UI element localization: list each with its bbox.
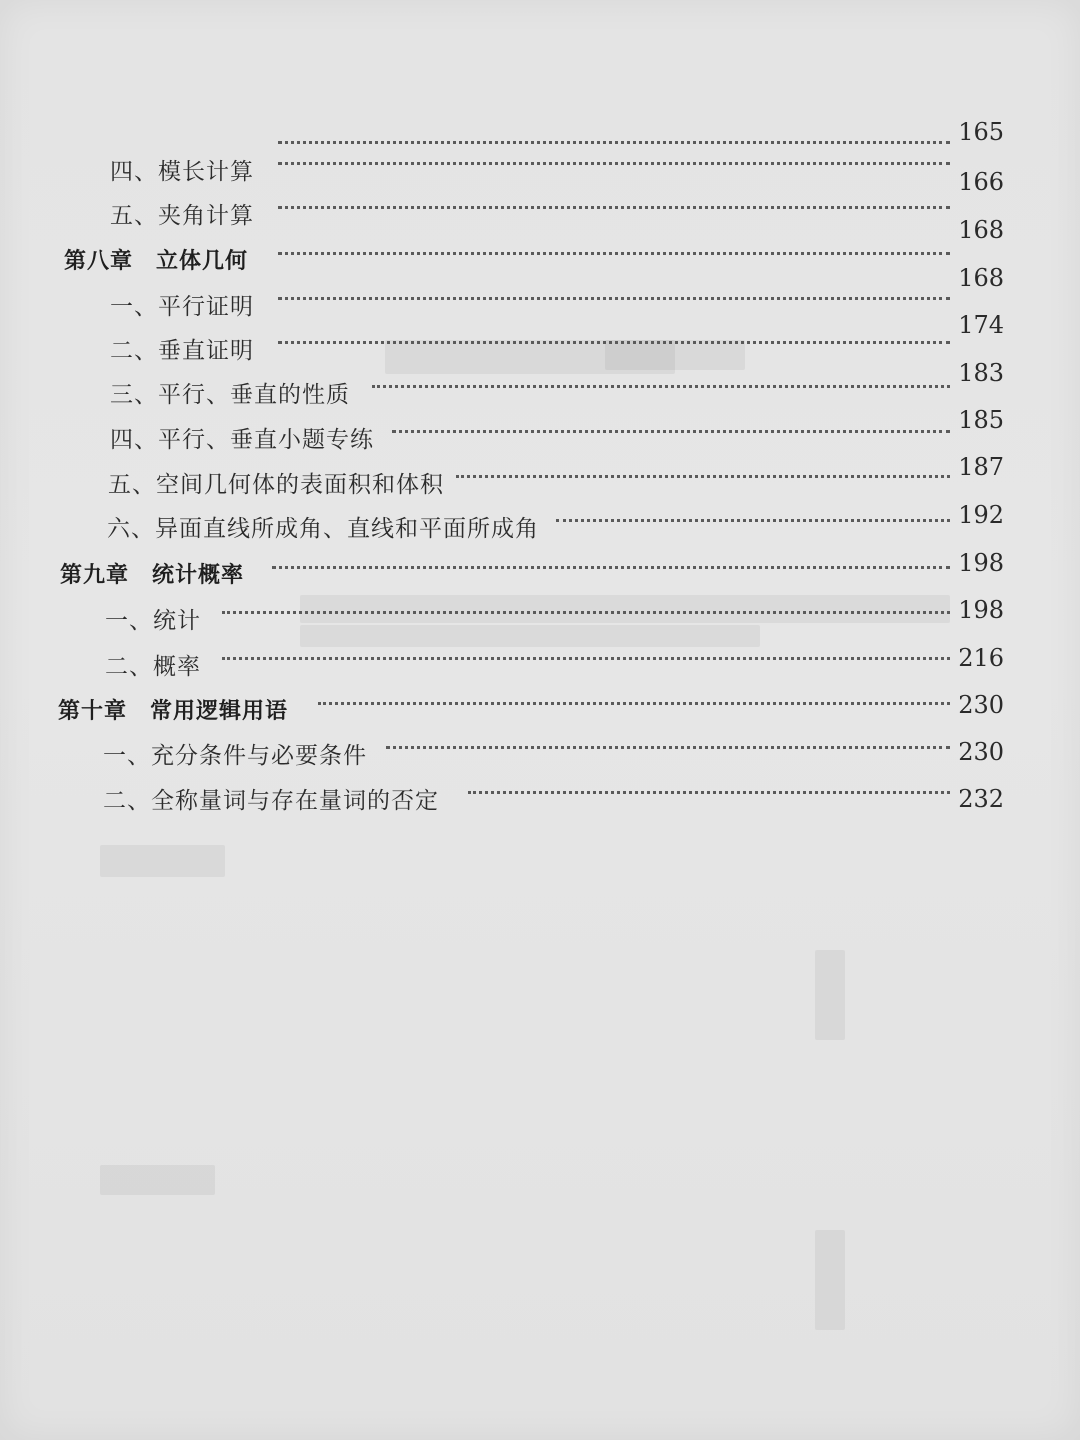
toc-entry-label: 五、空间几何体的表面积和体积 (108, 472, 444, 498)
leader-dots (278, 250, 950, 255)
leader-dots (272, 564, 950, 569)
toc-entry (0, 375, 1080, 434)
show-through-block (100, 1165, 215, 1195)
toc-page-number: 165 (958, 118, 1004, 146)
leader-dots (222, 609, 950, 614)
leader-dots (456, 473, 950, 478)
toc-entry-label: 五、夹角计算 (110, 203, 254, 229)
show-through-block (100, 845, 225, 877)
toc-page-number: 216 (958, 644, 1004, 672)
toc-entry-label: 四、平行、垂直小题专练 (110, 427, 374, 453)
leader-dots (278, 160, 950, 165)
leader-dots (318, 700, 950, 705)
toc-page-number: 185 (958, 406, 1004, 434)
toc-entry (0, 196, 1080, 244)
toc-entry (0, 781, 1080, 821)
toc-entry (0, 420, 1080, 481)
toc-page-number: 168 (958, 264, 1004, 292)
leader-dots (278, 139, 950, 144)
leader-dots (278, 339, 950, 344)
leader-dots (386, 744, 950, 749)
toc-page-number: 192 (958, 501, 1004, 529)
show-through-block (815, 950, 845, 1040)
toc-entry-label: 一、统计 (105, 608, 201, 634)
toc-page-number: 198 (958, 549, 1004, 577)
leader-dots (392, 428, 950, 433)
toc-entry-label: 二、概率 (105, 654, 201, 680)
toc-page-number: 232 (958, 785, 1004, 813)
toc-page-number (934, 781, 1004, 821)
toc-entry-label: 六、异面直线所成角、直线和平面所成角 (107, 516, 539, 542)
toc-entry-label: 二、垂直证明 (110, 338, 254, 364)
toc-entry-label: 四、模长计算 (110, 159, 254, 185)
toc-entry-label: 一、充分条件与必要条件 (103, 743, 367, 769)
toc-entry-label: 二、全称量词与存在量词的否定 (103, 788, 439, 814)
chapter-title: 第八章 立体几何 (64, 249, 249, 274)
toc-entry (0, 152, 1080, 196)
toc-entry (0, 331, 1080, 387)
toc-page-number: 230 (958, 691, 1004, 719)
toc-page-number: 230 (958, 738, 1004, 766)
leader-dots (278, 204, 950, 209)
toc-page-number: 168 (958, 216, 1004, 244)
leader-dots (468, 789, 950, 794)
toc-page-number: 174 (958, 311, 1004, 339)
toc-entry-label: 三、平行、垂直的性质 (110, 382, 350, 408)
leader-dots (278, 295, 950, 300)
toc-entry-label: 一、平行证明 (110, 294, 254, 320)
chapter-title: 第十章 常用逻辑用语 (58, 699, 289, 724)
toc-chapter (0, 242, 1080, 292)
toc-page-number: 198 (958, 596, 1004, 624)
toc-entry (0, 287, 1080, 339)
leader-dots (556, 517, 950, 522)
toc-page-number: 183 (958, 359, 1004, 387)
chapter-title: 第九章 统计概率 (60, 563, 245, 588)
toc-page-number: 166 (958, 168, 1004, 196)
toc-page-number: 187 (958, 453, 1004, 481)
leader-dots (222, 655, 950, 660)
leader-dots (372, 383, 950, 388)
show-through-block (815, 1230, 845, 1330)
